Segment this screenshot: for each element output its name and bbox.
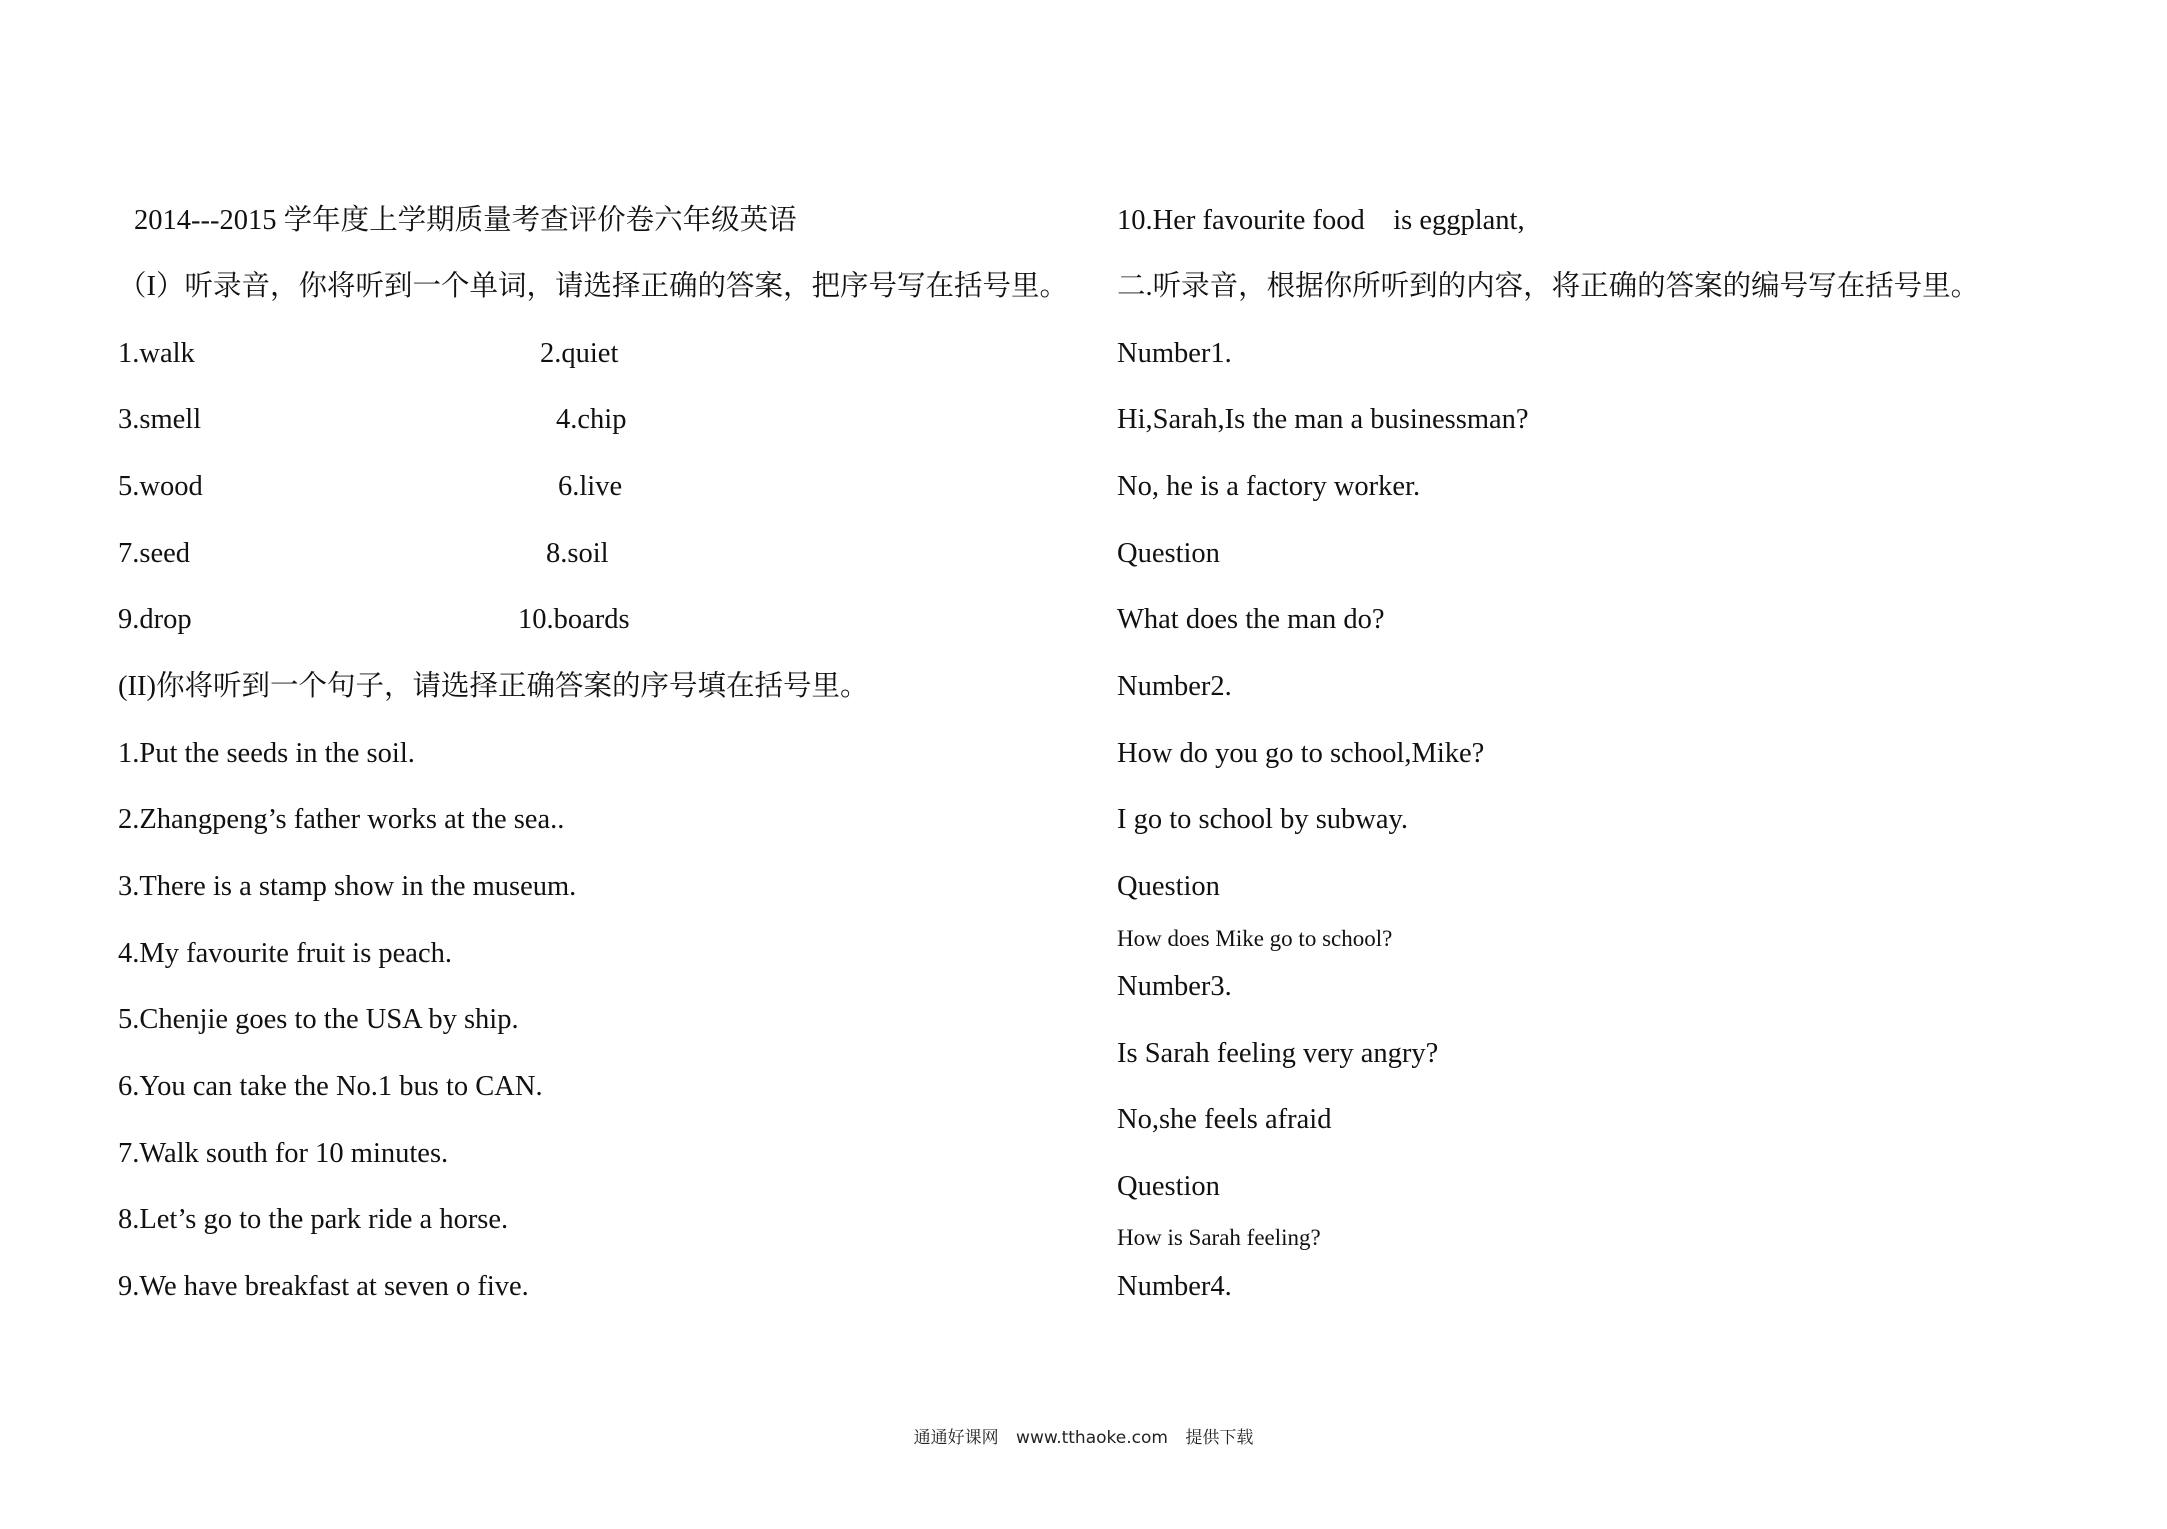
footer-site-url: www.tthaoke.com — [1016, 1428, 1168, 1448]
dialogue-line: Is Sarah feeling very angry? — [1117, 1038, 1439, 1069]
word-item: 3.smell — [118, 404, 202, 435]
sentence-item: 2.Zhangpeng’s father works at the sea.. — [118, 804, 565, 835]
word-item: 1.walk — [118, 338, 195, 369]
section-3-heading: 二.听录音，根据你所听到的内容，将正确的答案的编号写在括号里。 — [1117, 271, 1980, 302]
dialogue-line: Number3. — [1117, 971, 1232, 1002]
sentence-item: 4.My favourite fruit is peach. — [118, 938, 452, 969]
dialogue-line: No,she feels afraid — [1117, 1104, 1332, 1135]
question-10-line: 10.Her favourite food is eggplant, — [1117, 205, 1525, 236]
sentence-item: 5.Chenjie goes to the USA by ship. — [118, 1004, 519, 1035]
section-2-heading: (II)你将听到一个句子，请选择正确答案的序号填在括号里。 — [118, 671, 869, 702]
word-item: 9.drop — [118, 604, 192, 635]
dialogue-line: Number1. — [1117, 338, 1232, 369]
word-item: 8.soil — [546, 538, 609, 569]
dialogue-line: Number2. — [1117, 671, 1232, 702]
section-1-heading: （I）听录音，你将听到一个单词，请选择正确的答案，把序号写在括号里。 — [118, 271, 1068, 302]
dialogue-line: How is Sarah feeling? — [1117, 1225, 1321, 1250]
sentence-item: 1.Put the seeds in the soil. — [118, 738, 415, 769]
footer-site-name: 通通好课网 — [913, 1428, 999, 1448]
dialogue-line: How does Mike go to school? — [1117, 926, 1393, 951]
footer-suffix: 提供下载 — [1185, 1428, 1254, 1448]
dialogue-line: What does the man do? — [1117, 604, 1385, 635]
dialogue-line: I go to school by subway. — [1117, 804, 1409, 835]
word-item: 5.wood — [118, 471, 203, 502]
sentence-item: 8.Let’s go to the park ride a horse. — [118, 1204, 509, 1235]
page-title: 2014---2015 学年度上学期质量考查评价卷六年级英语 — [134, 205, 797, 236]
dialogue-line: Question — [1117, 871, 1220, 902]
dialogue-line: No, he is a factory worker. — [1117, 471, 1421, 502]
dialogue-line: How do you go to school,Mike? — [1117, 738, 1485, 769]
dialogue-line: Question — [1117, 1171, 1220, 1202]
sentence-item: 7.Walk south for 10 minutes. — [118, 1138, 449, 1169]
page-footer — [0, 1423, 2167, 1448]
word-item: 6.live — [558, 471, 623, 502]
sentence-item: 9.We have breakfast at seven o five. — [118, 1271, 529, 1302]
word-item: 2.quiet — [540, 338, 619, 369]
word-item: 7.seed — [118, 538, 191, 569]
sentence-item: 6.You can take the No.1 bus to CAN. — [118, 1071, 543, 1102]
dialogue-line: Hi,Sarah,Is the man a businessman? — [1117, 404, 1529, 435]
word-item: 4.chip — [556, 404, 627, 435]
dialogue-line: Question — [1117, 538, 1220, 569]
word-item: 10.boards — [518, 604, 630, 635]
dialogue-line: Number4. — [1117, 1271, 1232, 1302]
sentence-item: 3.There is a stamp show in the museum. — [118, 871, 577, 902]
